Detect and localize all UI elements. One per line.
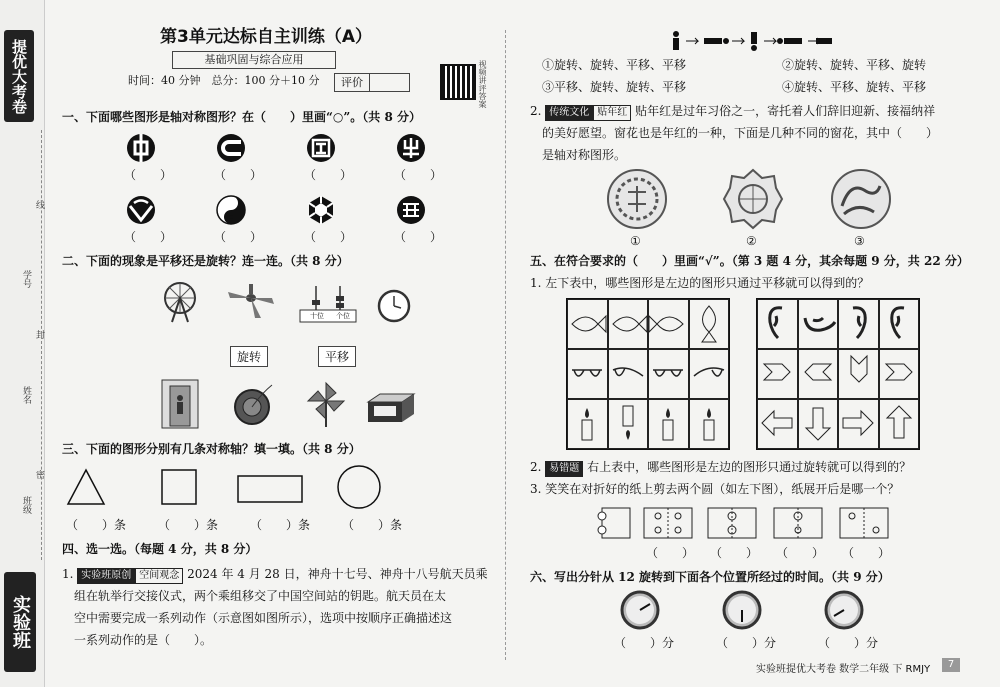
binding-title: 提优大考卷 (4, 30, 34, 122)
q5-item2: 2. 易错题 右上表中，哪些图形是左边的图形只通过旋转就可以得到的？ (530, 458, 911, 477)
option-3[interactable]: ③平移、旋转、旋转、平移 (542, 80, 687, 94)
fish-option-3[interactable] (689, 299, 730, 349)
q5-item1: 1. 左下表中，哪些图形是左边的图形只通过平移就可以得到的？ (530, 276, 870, 290)
circle-shape (336, 464, 382, 510)
q1-symbols (0, 0, 1, 1)
window-label-3: ③ (854, 234, 865, 248)
page-number: 7 (942, 658, 960, 672)
window-paper-cut-2 (722, 168, 784, 230)
q5-heading: 五、在符合要求的（ ）里画“√”。（第 3 题 4 分，其余每题 9 分，共 22 分） (530, 254, 969, 268)
yin-yang-icon (215, 194, 247, 226)
tag-spatial: 空间观念 (135, 568, 183, 584)
window-paper-cut-1 (606, 168, 668, 230)
q4-item1-line3: 空中需要完成一系列动作（示意图如图所示），选项中按顺序正确描述这 (74, 611, 453, 625)
option-rotate[interactable]: 旋转 (230, 346, 268, 367)
q4-heading: 四、选一选。（每题 4 分，共 8 分） (62, 542, 258, 556)
q6-answer-2[interactable]: （ ）分 (716, 636, 777, 650)
q5-answer-3[interactable]: （ ） (776, 546, 825, 560)
q1-answer-6[interactable]: （ ） (214, 230, 263, 244)
footer-text: 实验班提优大考卷 数学二年级 下 RMJY (756, 664, 931, 675)
candle-option-2[interactable] (648, 399, 689, 449)
q6-answer-3[interactable]: （ ）分 (818, 636, 879, 650)
page-title: 第3单元达标自主训练（A） (160, 27, 372, 47)
binding-label-class: 班级 (21, 496, 31, 514)
q4-item2-line1: 2. 传统文化 贴年红 贴年红是过年习俗之一，寄托着人们辞旧迎新、接福纳祥 (530, 102, 935, 121)
tag-culture: 传统文化 (545, 105, 593, 121)
arrow-option-1[interactable] (798, 399, 839, 449)
q3-answer-2[interactable]: （ ）条 (158, 518, 219, 532)
abacus-tens-label: 十位 (310, 312, 324, 320)
q5-answer-4[interactable]: （ ） (842, 546, 891, 560)
q1-answer-7[interactable]: （ ） (304, 230, 353, 244)
bank-logo-icon (125, 132, 157, 164)
q1-answer-4[interactable]: （ ） (394, 168, 443, 182)
q1-answer-2[interactable]: （ ） (214, 168, 263, 182)
q4-item1-line2: 组在轨举行交接仪式，两个乘组移交了中国空间站的钥匙。航天员在太 (74, 589, 447, 603)
drawer-icon (366, 392, 416, 424)
glasses-option-1[interactable] (608, 349, 649, 399)
ferris-wheel-icon (160, 280, 200, 324)
binding-label-id: 学号 (21, 270, 31, 288)
option-2[interactable]: ②旋转、旋转、平移、旋转 (782, 58, 927, 72)
q3-answer-4[interactable]: （ ）条 (342, 518, 403, 532)
rotation-table (756, 298, 920, 450)
q4-item2-line2: 的美好愿望。窗花也是年红的一种，下面是几种不同的窗花，其中（ ） (542, 126, 939, 140)
window-paper-cut-3 (830, 168, 892, 230)
pinwheel-logo-icon (305, 194, 337, 226)
page-subtitle: 基础巩固与综合应用 (172, 51, 336, 69)
tag-original: 实验班原创 (77, 568, 135, 584)
q6-heading: 六、写出分针从 12 旋转到下面各个位置所经过的时间。（共 9 分） (530, 570, 890, 584)
window-label-1: ① (630, 234, 641, 248)
q1-answer-5[interactable]: （ ） (124, 230, 173, 244)
rectangle-shape (236, 474, 304, 504)
yo-yo-icon (232, 385, 274, 427)
q1-answer-8[interactable]: （ ） (394, 230, 443, 244)
glasses-option-3[interactable] (689, 349, 730, 399)
window-label-2: ② (746, 234, 757, 248)
square-shape (160, 468, 200, 506)
clock-face-2 (722, 590, 762, 630)
q1-answer-3[interactable]: （ ） (304, 168, 353, 182)
icbc-logo-icon (305, 132, 337, 164)
option-1[interactable]: ①旋转、旋转、平移、平移 (542, 58, 687, 72)
clock-face-1 (620, 590, 660, 630)
arrow-option-3[interactable] (879, 399, 920, 449)
binding-dash-line (41, 130, 42, 560)
evaluation-label: 评价 (335, 74, 370, 91)
fish-option-2[interactable] (648, 299, 689, 349)
astronaut-sequence-diagram (668, 30, 834, 52)
q4-item1-line1: 1. 实验班原创 空间观念 2024 年 4 月 28 日，神舟十七号、神舟十八号航天员乘 (62, 565, 488, 584)
q1-heading: 一、下面哪些图形是轴对称图形？在（ ）里画“○”。（共 8 分） (62, 110, 421, 124)
ear-option-3[interactable] (879, 299, 920, 349)
ceiling-fan-icon (226, 284, 276, 320)
glasses-option-2[interactable] (648, 349, 689, 399)
abc-logo-icon (395, 132, 427, 164)
q4-item1-line4: 一系列动作的是（ ）。 (74, 633, 213, 647)
chevron-option-3[interactable] (879, 349, 920, 399)
q5-answer-2[interactable]: （ ） (710, 546, 759, 560)
chevron-option-1[interactable] (798, 349, 839, 399)
q3-answer-3[interactable]: （ ）条 (250, 518, 311, 532)
triangle-shape (66, 468, 106, 506)
abacus-ones-label: 个位 (336, 312, 350, 320)
qr-code[interactable] (440, 64, 476, 100)
fish-option-1[interactable] (608, 299, 649, 349)
q2-heading: 二、下面的现象是平移还是旋转？连一连。（共 8 分） (62, 254, 349, 268)
fish-original (567, 299, 608, 349)
brand-logo: 实验班 (4, 572, 36, 672)
ccb-logo-icon (215, 132, 247, 164)
wall-clock-icon (376, 288, 412, 324)
q1-answer-1[interactable]: （ ） (124, 168, 173, 182)
q3-answer-1[interactable]: （ ）条 (66, 518, 127, 532)
clock-face-3 (824, 590, 864, 630)
binding-secret-mark: 密 (34, 470, 44, 479)
q6-answer-1[interactable]: （ ）分 (614, 636, 675, 650)
qr-caption: 视频讲评答案 (478, 60, 487, 108)
candle-option-3[interactable] (689, 399, 730, 449)
option-4[interactable]: ④旋转、平移、旋转、平移 (782, 80, 927, 94)
binding-seal-mark: 封 (34, 330, 44, 339)
tag-error-prone: 易错题 (545, 461, 583, 477)
option-translate[interactable]: 平移 (318, 346, 356, 367)
v-logo-icon (125, 194, 157, 226)
translation-table (566, 298, 730, 450)
ear-option-1[interactable] (798, 299, 839, 349)
ear-original (757, 299, 798, 349)
pinwheel-toy-icon (304, 381, 348, 427)
arrow-original (757, 399, 798, 449)
q5-answer-1[interactable]: （ ） (646, 546, 695, 560)
glasses-original (567, 349, 608, 399)
q5-item3: 3. 笑笑在对折好的纸上剪去两个圆（如左下图），纸展开后是哪一个？ (530, 482, 900, 496)
candle-option-1[interactable] (608, 399, 649, 449)
arrow-option-2[interactable] (838, 399, 879, 449)
candle-original (567, 399, 608, 449)
elevator-icon (160, 380, 200, 428)
chevron-option-2[interactable] (838, 349, 879, 399)
longevity-symbol-icon (395, 194, 427, 226)
exam-meta: 时间：40 分钟 总分：100 分＋10 分 (128, 74, 320, 87)
chevron-original (757, 349, 798, 399)
binding-label-name: 姓名 (21, 386, 31, 404)
ear-option-2[interactable] (838, 299, 879, 349)
page-divider (505, 30, 506, 660)
binding-line-mark: 线 (34, 200, 44, 209)
evaluation-box[interactable] (334, 73, 410, 92)
q3-heading: 三、下面的图形分别有几条对称轴？填一填。（共 8 分） (62, 442, 361, 456)
folded-paper-figures (600, 502, 930, 540)
q4-item2-line3: 是轴对称图形。 (542, 148, 627, 162)
tag-new-year: 贴年红 (593, 105, 631, 121)
